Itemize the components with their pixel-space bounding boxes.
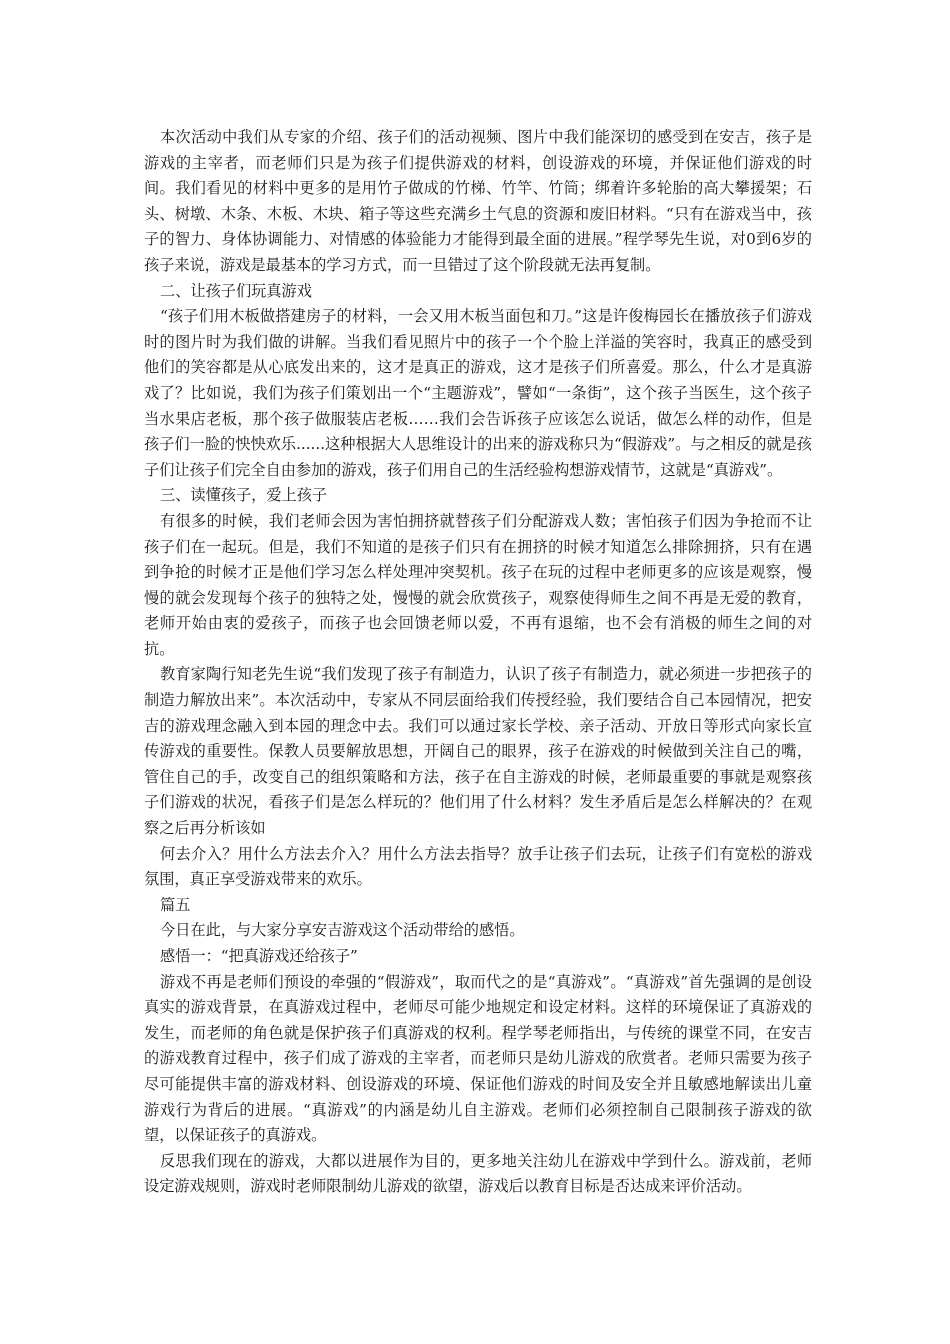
paragraph-anji-observations: 本次活动中我们从专家的介绍、孩子们的活动视频、图片中我们能深切的感受到在安吉，孩子是游戏的主宰者，而老师们只是为孩子们提供游戏的材料，创设游戏的环境，并保证他们游戏的时间。我们看见的材料中更多的是用竹子做成的竹梯、竹竿、竹筒；绑着许多轮胎的高大攀援架；石头、树墩、木条、木板、木块、箱子等这些充满乡土气息的资源和废旧材料。“只有在游戏当中，孩子的智力、身体协调能力、对情感的体验能力才能得到最全面的进展。”程学琴先生说，对0到6岁的孩子来说，游戏是最基本的学习方式，而一旦错过了这个阶段就无法再复制。 xyxy=(144,128,812,274)
paragraph-share-intro: 今日在此，与大家分享安吉游戏这个活动带给的感悟。 xyxy=(160,921,525,940)
section-heading-part-five: 篇五 xyxy=(160,895,191,914)
paragraph-reflection: 反思我们现在的游戏，大都以进展作为目的，更多地关注幼儿在游戏中学到什么。游戏前，老师设定游戏规则，游戏时老师限制幼儿游戏的欲望，游戏后以教育目标是否达成来评价活动。 xyxy=(144,1151,812,1196)
paragraph-intervention-questions: 何去介入？用什么方法去介入？用什么方法去指导？放手让孩子们去玩，让孩子们有宽松的游戏氛围，真正享受游戏带来的欢乐。 xyxy=(144,844,812,889)
paragraph-true-game-definition: 游戏不再是老师们预设的牵强的“假游戏”，取而代之的是“真游戏”。“真游戏”首先强调的是创设真实的游戏背景，在真游戏过程中，老师尽可能少地规定和设定材料。这样的环境保证了真游戏的发生，而老师的角色就是保护孩子们真游戏的权利。程学琴老师指出，与传统的课堂不同，在安吉的游戏教育过程中，孩子们成了游戏的主宰者，而老师只是幼儿游戏的欣赏者。老师只需要为孩子尽可能提供丰富的游戏材料、创设游戏的环境、保证他们游戏的时间及安全并且敏感地解读出儿童游戏行为背后的进展。“真游戏”的内涵是幼儿自主游戏。老师们必须控制自己限制孩子游戏的欲望，以保证孩子的真游戏。 xyxy=(144,972,812,1145)
paragraph-observation-role: 有很多的时候，我们老师会因为害怕拥挤就替孩子们分配游戏人数；害怕孩子们因为争抢而不让孩子们在一起玩。但是，我们不知道的是孩子们只有在拥挤的时候才知道怎么排除拥挤，只有在遇到争抢的时候才正是他们学习怎么样处理冲突契机。孩子在玩的过程中老师更多的应该是观察，慢慢的就会发现每个孩子的独特之处，慢慢的就会欣赏孩子，观察使得师生之间不再是无爱的教育，老师开始由衷的爱孩子，而孩子也会回馈老师以爱，不再有退缩，也不会有消极的师生之间的对抗。 xyxy=(144,511,812,658)
section-heading-insight-one: 感悟一：“把真游戏还给孩子” xyxy=(160,947,358,965)
document-body xyxy=(144,125,812,1200)
paragraph-real-vs-fake-games: “孩子们用木板做搭建房子的材料，一会又用木板当面包和刀。”这是许俊梅园长在播放孩子们游戏时的图片时为我们做的讲解。当我们看见照片中的孩子一个个脸上洋溢的笑容时，我真正的感受到他们的笑容都是从心底发出来的，这才是真正的游戏，这才是孩子们所喜爱。那么，什么才是真游戏了？比如说，我们为孩子们策划出一个“主题游戏”，譬如“一条街”，这个孩子当医生，这个孩子当水果店老板，那个孩子做服装店老板……我们会告诉孩子应该怎么说话，做怎么样的动作，但是孩子们一脸的怏怏欢乐......这种根据大人思维设计的出来的游戏称只为“假游戏”。与之相反的就是孩子们让孩子们完全自由参加的游戏，孩子们用自己的生活经验构想游戏情节，这就是“真游戏”。 xyxy=(144,307,812,479)
paragraph-tao-xingzhi-quote: 教育家陶行知老先生说“我们发现了孩子有制造力，认识了孩子有制造力，就必须进一步把孩子的制造力解放出来”。本次活动中，专家从不同层面给我们传授经验，我们要结合自己本园情况，把安吉的游戏理念融入到本园的理念中去。我们可以通过家长学校、亲子活动、开放日等形式向家长宣传游戏的重要性。保教人员要解放思想，开阔自己的眼界，孩子在游戏的时候做到关注自己的嘴，管住自己的手，改变自己的组织策略和方法，孩子在自主游戏的时候，老师最重要的事就是观察孩子们游戏的状况，看孩子们是怎么样玩的？他们用了什么材料？发生矛盾后是怎么样解决的？在观察之后再分析该如 xyxy=(144,665,812,838)
section-heading-understand-children: 三、读懂孩子，爱上孩子 xyxy=(160,486,328,505)
section-heading-real-games: 二、让孩子们玩真游戏 xyxy=(160,281,312,300)
